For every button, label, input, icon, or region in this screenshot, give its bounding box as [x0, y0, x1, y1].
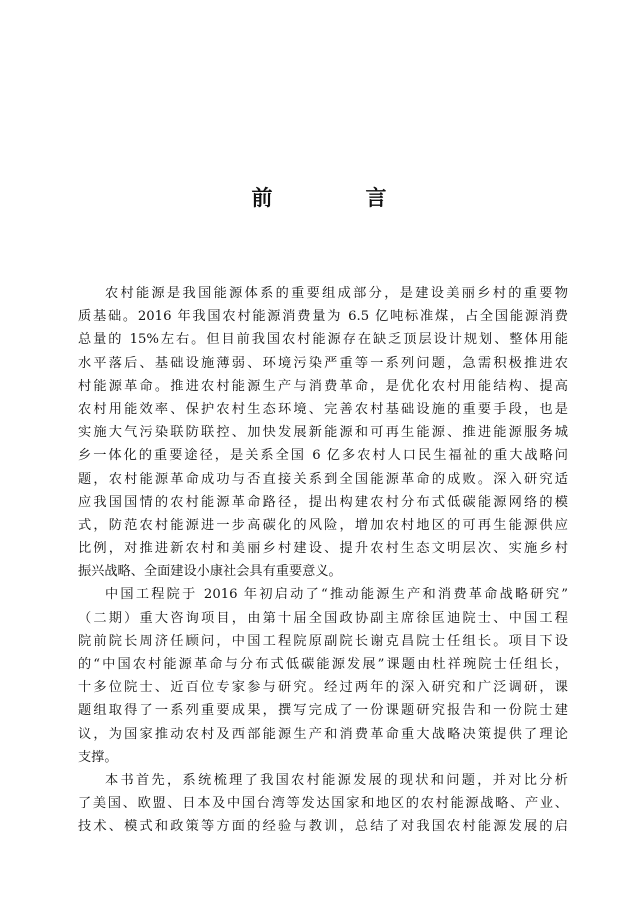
text-line: 质基础。2016 年我国农村能源消费量为 6.5 亿吨标准煤，占全国能源消费	[78, 309, 568, 325]
text-line: 议，为国家推动农村及西部能源生产和消费革命重大战略决策提供了理论	[78, 726, 568, 742]
text-line: 农村用能效率、保护农村生态环境、完善农村基础设施的重要手段，也是	[78, 401, 568, 417]
text-line: 十多位院士、近百位专家参与研究。经过两年的深入研究和广泛调研，课	[78, 680, 568, 696]
paragraph	[78, 583, 568, 769]
text-line: 的“中国农村能源革命与分布式低碳能源发展”课题由杜祥琬院士任组长，	[78, 657, 568, 672]
text-line: 村能源革命。推进农村能源生产与消费革命，是优化农村用能结构、提高	[78, 378, 568, 394]
text-line: 应我国国情的农村能源革命路径，提出构建农村分布式低碳能源网络的模	[78, 494, 568, 510]
preface-body	[78, 282, 568, 839]
text-line: 实施大气污染联防联控、加快发展新能源和可再生能源、推进能源服务城	[78, 425, 568, 441]
paragraph	[78, 282, 568, 583]
paragraph	[78, 769, 568, 839]
page-title: 前 言	[251, 185, 423, 210]
text-line: 中国工程院于 2016 年初启动了“推动能源生产和消费革命战略研究”	[105, 587, 568, 603]
text-line: 农村能源是我国能源体系的重要组成部分，是建设美丽乡村的重要物	[105, 286, 568, 301]
text-line: 本书首先，系统梳理了我国农村能源发展的现状和问题，并对比分析	[105, 772, 568, 788]
text-line: 题，农村能源革命成功与否直接关系到全国能源革命的成败。深入研究适	[78, 471, 568, 487]
text-line: 支撑。	[78, 749, 118, 765]
text-line: 比例，对推进新农村和美丽乡村建设、提升农村生态文明层次、实施乡村	[78, 541, 568, 557]
text-line: 振兴战略、全面建设小康社会具有重要意义。	[78, 564, 342, 580]
text-line: 技术、模式和政策等方面的经验与教训，总结了对我国农村能源发展的启	[78, 819, 568, 835]
text-line: 了美国、欧盟、日本及中国台湾等发达国家和地区的农村能源战略、产业、	[78, 796, 568, 812]
text-line: 院前院长周济任顾问，中国工程院原副院长谢克昌院士任组长。项目下设	[78, 633, 568, 649]
text-line: 题组取得了一系列重要成果，撰写完成了一份课题研究报告和一份院士建	[78, 703, 568, 719]
text-line: 乡一体化的重要途径，是关系全国 6 亿多农村人口民生福祉的重大战略问	[78, 448, 568, 464]
text-line: 水平落后、基础设施薄弱、环境污染严重等一系列问题，急需积极推进农	[78, 355, 568, 371]
text-line: 式，防范农村能源进一步高碳化的风险，增加农村地区的可再生能源供应	[78, 517, 568, 533]
text-line: （二期）重大咨询项目，由第十届全国政协副主席徐匡迪院士、中国工程	[78, 610, 568, 626]
text-line: 总量的 15%左右。但目前我国农村能源存在缺乏顶层设计规划、整体用能	[78, 332, 568, 348]
